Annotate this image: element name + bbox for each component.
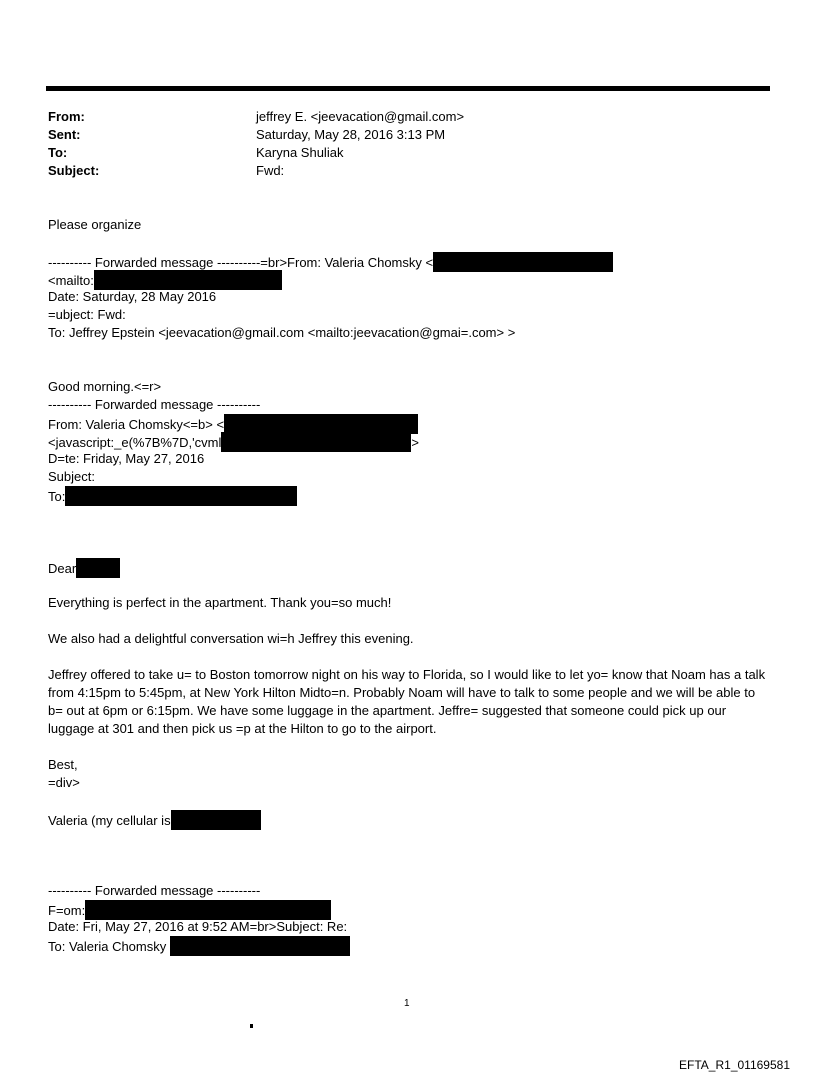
mailto-line <box>48 270 772 288</box>
body-line: Subject: <box>48 469 95 484</box>
body-line: Please organize <box>48 217 142 232</box>
body-line: D=te: Friday, May 27, 2016 <box>48 451 205 466</box>
body-line: =ubject: Fwd: <box>48 307 126 322</box>
redaction-block <box>433 252 613 272</box>
body-text: > <box>411 435 419 450</box>
to-label: To: <box>48 145 68 160</box>
body-paragraph: Jeffrey offered to take u= to Boston tomorrow night on his way to Florida, so I would like to let yo= know that Noam has a talk from 4:15pm to 5:45pm, at New York Hilton Midto=n. Probably Noam will have to talk to some people and we will be able to b= out at 6pm or 6:15pm. We have some luggage in the apartment. Jeffre= suggested that someone could pick up our luggage at 301 and then pick us =p at the Hilton to go to the airport. <box>48 667 766 736</box>
bates-number: EFTA_R1_01169581 <box>679 1058 790 1072</box>
forward-header-line <box>48 252 772 270</box>
subject-value: Fwd: <box>256 163 285 178</box>
body-text: <mailto: <box>48 273 94 288</box>
to-line <box>48 486 772 504</box>
from-line <box>48 414 772 432</box>
body-text: To: <box>48 489 66 504</box>
body-text: <javascript:_e(%7B%7D,'cvml <box>48 435 222 450</box>
subject-row <box>48 162 768 180</box>
body-line: Date: Fri, May 27, 2016 at 9:52 AM=br>Subject: Re: <box>48 919 348 934</box>
signature-line <box>48 810 772 828</box>
redaction-block <box>94 270 282 290</box>
redaction-block <box>171 810 261 830</box>
body-line: We also had a delightful conversation wi=h Jeffrey this evening. <box>48 631 414 646</box>
subject-label: Subject: <box>48 163 100 178</box>
body-text: Valeria (my cellular is <box>48 813 171 828</box>
body-line: Best, <box>48 757 78 772</box>
sent-row <box>48 126 768 144</box>
body-text: F=om: <box>48 903 86 918</box>
body-line: Date: Saturday, 28 May 2016 <box>48 289 217 304</box>
redaction-block <box>76 558 120 578</box>
body-line: ---------- Forwarded message ---------- <box>48 397 261 412</box>
body-line: =div> <box>48 775 80 790</box>
redaction-block <box>221 432 411 452</box>
email-body <box>48 216 772 954</box>
to-line <box>48 936 772 954</box>
redaction-block <box>85 900 331 920</box>
body-text: Dear <box>48 561 77 576</box>
email-header <box>48 108 768 180</box>
stray-mark <box>250 1024 253 1028</box>
javascript-line <box>48 432 772 450</box>
body-line: ---------- Forwarded message ---------- <box>48 883 261 898</box>
redaction-block <box>170 936 350 956</box>
from-label: From: <box>48 109 85 124</box>
page-number: 1 <box>404 998 410 1009</box>
redaction-block <box>224 414 418 434</box>
to-value: Karyna Shuliak <box>256 145 344 160</box>
sent-label: Sent: <box>48 127 81 142</box>
from-value: jeffrey E. <jeevacation@gmail.com> <box>256 109 465 124</box>
body-line: To: Jeffrey Epstein <jeevacation@gmail.com <mailto:jeevacation@gmai=.com> > <box>48 325 516 340</box>
body-text: To: Valeria Chomsky <box>48 939 170 954</box>
body-text: ---------- Forwarded message ----------=br>From: Valeria Chomsky < <box>48 255 434 270</box>
to-row <box>48 144 768 162</box>
from-row <box>48 108 768 126</box>
salutation-line <box>48 558 772 576</box>
redaction-block <box>65 486 297 506</box>
top-rule <box>46 86 770 91</box>
sent-value: Saturday, May 28, 2016 3:13 PM <box>256 127 446 142</box>
body-text: From: Valeria Chomsky<=b> < <box>48 417 225 432</box>
from-line <box>48 900 772 918</box>
body-line: Everything is perfect in the apartment. Thank you=so much! <box>48 595 392 610</box>
body-line: Good morning.<=r> <box>48 379 162 394</box>
